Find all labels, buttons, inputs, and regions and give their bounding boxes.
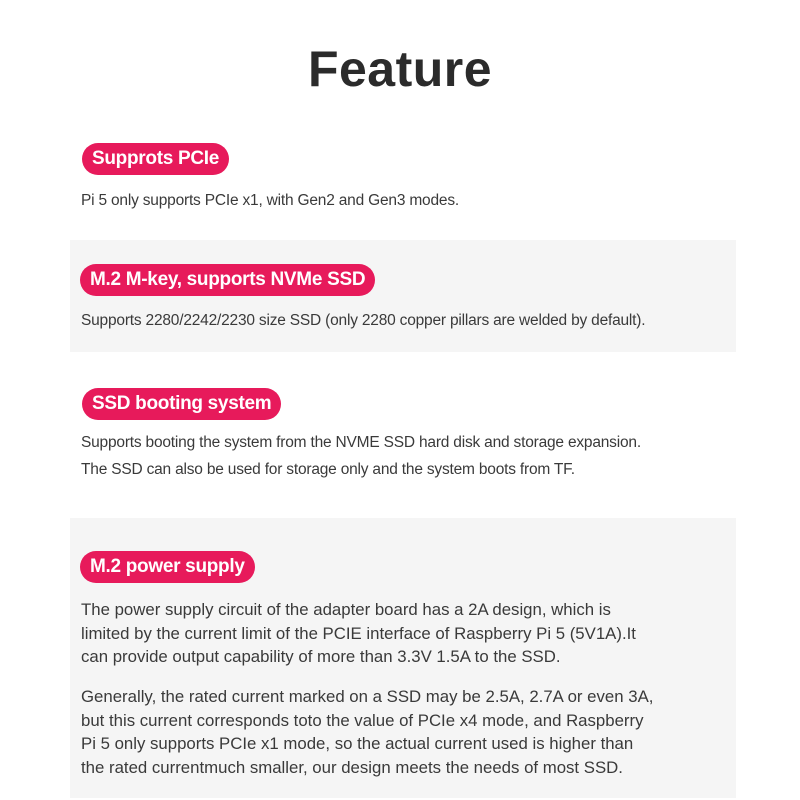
section-badge-pcie: Supprots PCIe — [82, 143, 229, 175]
text-line: the rated currentmuch smaller, our design meets the needs of most SSD. — [81, 758, 623, 778]
section-text-nvme — [81, 307, 645, 334]
section-text-booting — [81, 429, 641, 483]
text-line: but this current corresponds toto the value of PCIe x4 mode, and Raspberry — [81, 710, 644, 730]
section-badge-booting: SSD booting system — [82, 388, 281, 420]
text-line: The power supply circuit of the adapter board has a 2A design, which is — [81, 600, 611, 619]
text-line: The SSD can also be used for storage only and the system boots from TF. — [81, 461, 575, 478]
text-line: Supports 2280/2242/2230 size SSD (only 2280 copper pillars are welded by default). — [81, 312, 646, 329]
section-badge-power: M.2 power supply — [80, 551, 255, 583]
text-line: can provide output capability of more than 3.3V 1.5A to the SSD. — [81, 647, 561, 667]
section-para1-power — [81, 598, 636, 669]
text-line: Generally, the rated current marked on a SSD may be 2.5A, 2.7A or even 3A, — [81, 687, 654, 706]
section-panel-nvme — [70, 240, 736, 352]
section-text-pcie — [81, 187, 459, 214]
section-badge-nvme: M.2 M-key, supports NVMe SSD — [80, 264, 375, 296]
text-line: limited by the current limit of the PCIE interface of Raspberry Pi 5 (5V1A).It — [81, 623, 636, 643]
section-para2-power — [81, 685, 653, 780]
text-line: Pi 5 only supports PCIe x1, with Gen2 and Gen3 modes. — [81, 192, 459, 209]
page-title: Feature — [307, 41, 493, 97]
text-line: Pi 5 only supports PCIe x1 mode, so the actual current used is higher than — [81, 734, 634, 754]
text-line: Supports booting the system from the NVME SSD hard disk and storage expansion. — [81, 434, 641, 451]
